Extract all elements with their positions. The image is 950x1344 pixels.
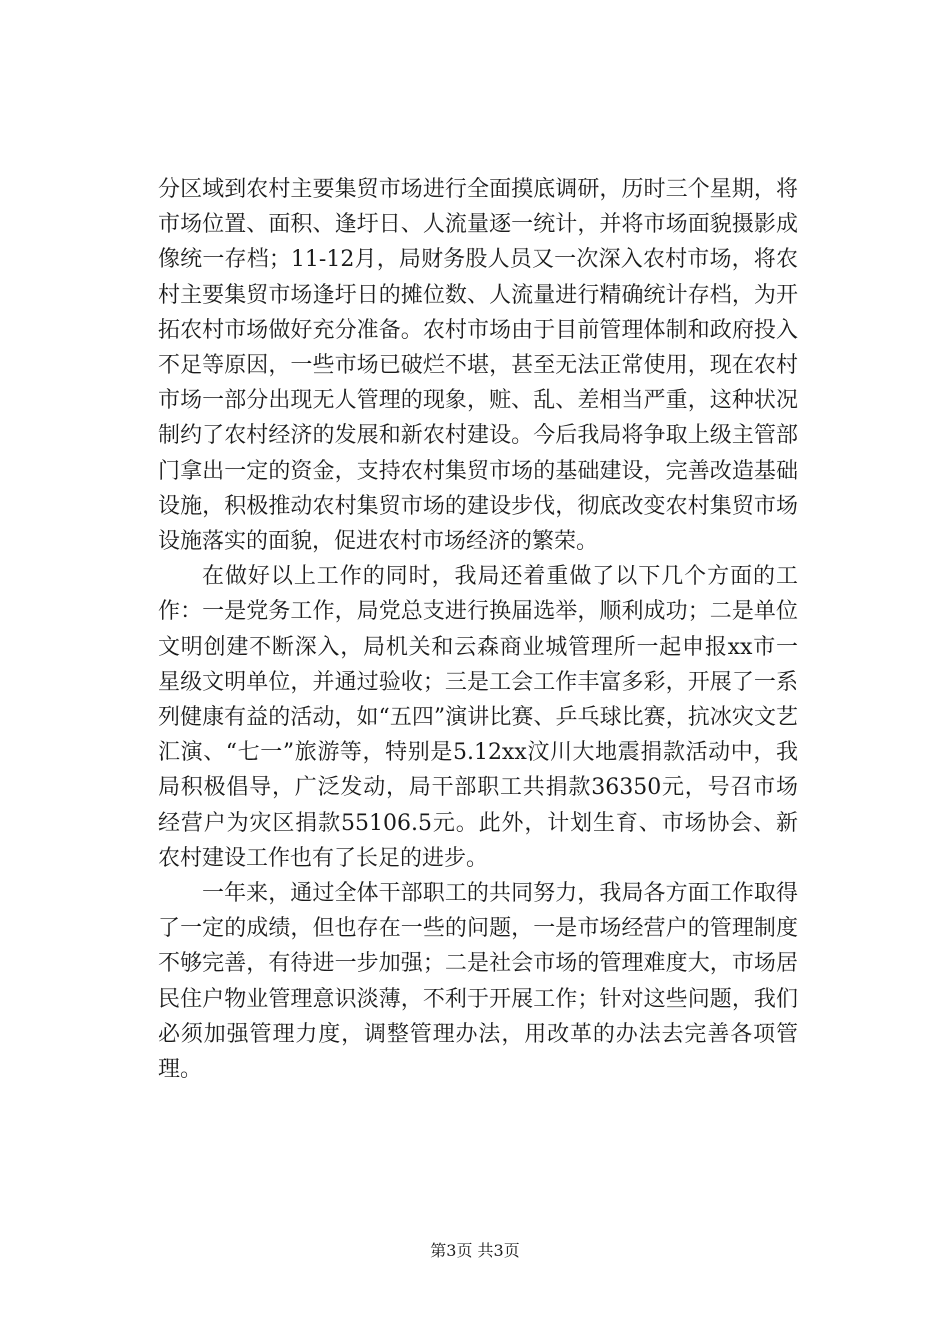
paragraph-problems: 一年来，通过全体干部职工的共同努力，我局各方面工作取得了一定的成绩，但也存在一些的问题，一是市场经营户的管理制度不够完善，有待进一步加强；二是社会市场的管理难度大，市场居民住户物业管理意识淡薄，不利于开展工作；针对这些问题，我们必须加强管理力度，调整管理办法，用改革的办法去完善各项管理。 xyxy=(158,881,798,1083)
paragraph-other-work: 在做好以上工作的同时，我局还着重做了以下几个方面的工作：一是党务工作，局党总支进行换届选举，顺利成功；二是单位文明创建不断深入，局机关和云森商业城管理所一起申报xx市一星级文明单位，并通过验收；三是工会工作丰富多彩，开展了一系列健康有益的活动，如“五四”演讲比赛、乒乓球比赛，抗冰灾文艺汇演、“七一”旅游等，特别是5.12xx汶川大地震捐款活动中，我局积极倡导，广泛发动，局干部职工共捐款36350元，号召市场经营户为灾区捐款55106.5元。此外，计划生育、市场协会、新农村建设工作也有了长足的进步。 xyxy=(158,564,798,871)
paragraph-market-survey: 分区域到农村主要集贸市场进行全面摸底调研，历时三个星期，将市场位置、面积、逢圩日、人流量逐一统计，并将市场面貌摄影成像统一存档；11-12月，局财务股人员又一次深入农村市场，将农村主要集贸市场逢圩日的摊位数、人流量进行精确统计存档，为开拓农村市场做好充分准备。农村市场由于目前管理体制和政府投入不足等原因，一些市场已破烂不堪，甚至无法正常使用，现在农村市场一部分出现无人管理的现象，赃、乱、差相当严重，这种状况制约了农村经济的发展和新农村建设。今后我局将争取上级主管部门拿出一定的资金，支持农村集贸市场的基础建设，完善改造基础设施，积极推动农村集贸市场的建设步伐，彻底改变农村集贸市场设施落实的面貌，促进农村市场经济的繁荣。 xyxy=(158,177,798,555)
page-footer: 第3页 共3页 xyxy=(430,1241,520,1260)
document-body xyxy=(158,172,798,1087)
